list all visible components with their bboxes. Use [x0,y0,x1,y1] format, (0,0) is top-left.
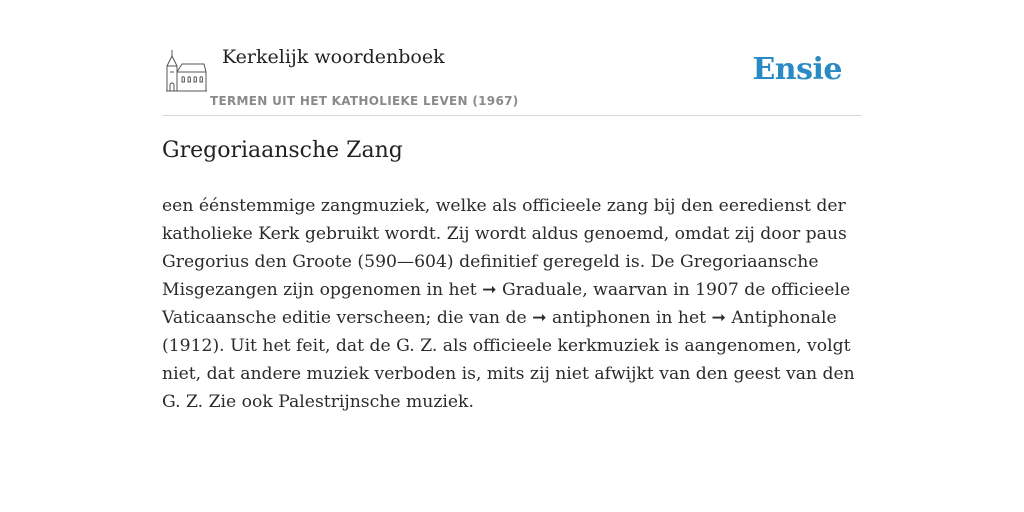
arrow-right-icon: ➞ [711,308,726,328]
entry-text: (1912). Uit het feit, dat de G. Z. als officieele kerkmuziek is aangenomen, volgt niet, dat andere muziek verboden is, mits zij niet afwijkt van den geest van den G. Z. Zie ook Palestrijnsche muziek. [162,336,855,412]
xref-graduale-link[interactable]: Graduale [502,280,583,300]
xref-antiphonen-link[interactable]: antiphonen [551,308,651,328]
site-header [162,40,862,116]
book-title-link[interactable]: Kerkelijk woordenboek [222,46,445,68]
ensie-logo-link[interactable]: Ensie [752,52,842,87]
xref-antiphonale-link[interactable]: Antiphonale [731,308,837,328]
arrow-right-icon: ➞ [532,308,547,328]
entry-text: in het [650,308,712,328]
church-icon [164,48,208,94]
entry-body [162,192,862,416]
entry-text: een éénstemmige zangmuziek, welke als officieele zang bij den eeredienst der katholieke Kerk gebruikt wordt. Zij wordt aldus genoemd, omdat zij door paus Gregorius den Groote (590—604) definitief geregeld is. De Gregoriaansche Misgezangen zijn opgenomen in het [162,196,847,300]
book-subtitle: TERMEN UIT HET KATHOLIEKE LEVEN (1967) [210,94,519,108]
entry-title: Gregoriaansche Zang [162,138,403,163]
arrow-right-icon: ➞ [482,280,497,300]
entry-text: , waarvan in 1907 de officieele Vaticaansche editie verscheen; die van de [162,280,851,328]
